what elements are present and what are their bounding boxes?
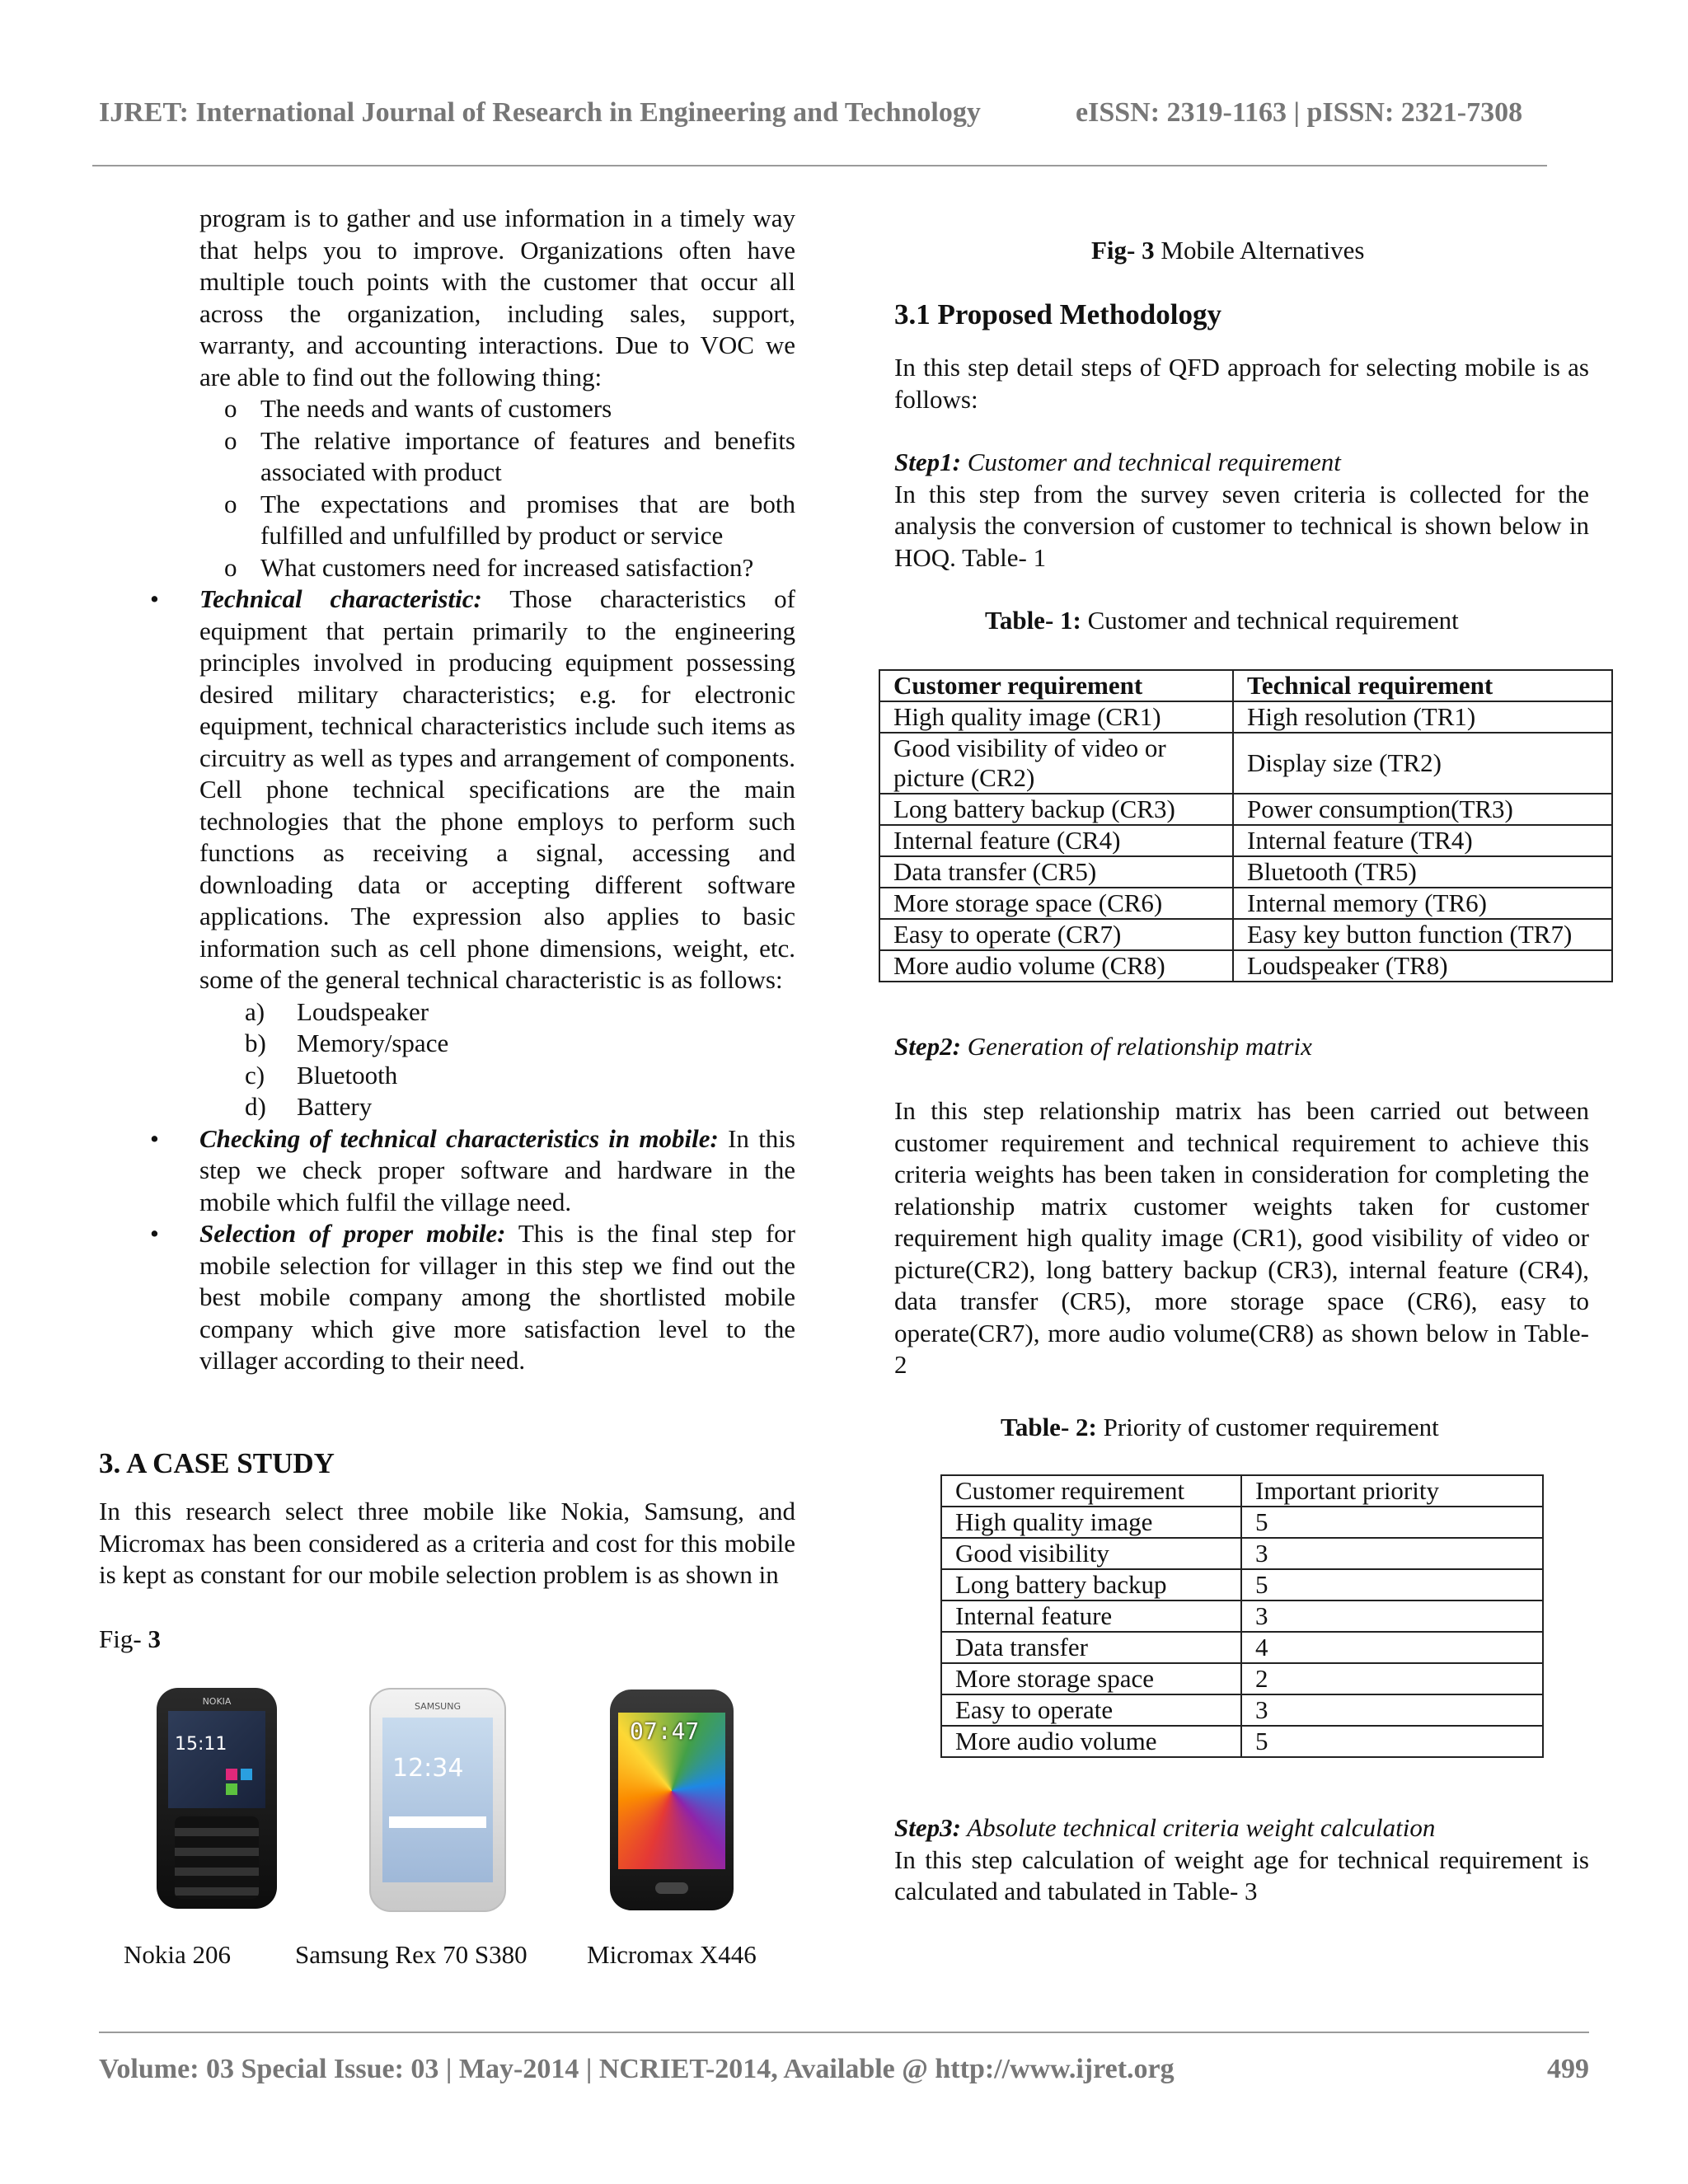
step3-paragraph: In this step calculation of weight age for technical requirement is calculated and tabulated in Table- 3 [894,1844,1589,1905]
table-row: Easy to operate (CR7) Easy key button function (TR7) [879,919,1612,950]
phone-caption: Micromax X446 [587,1940,757,1969]
bullet-term: Selection of proper mobile: [199,1219,506,1248]
bullet-text: In this step we check proper software and hardware in the mobile which fulfil the village need. [199,1123,795,1216]
voc-list [99,393,795,583]
screen-clock: 15:11 [175,1734,227,1755]
table-row: More audio volume (CR8) Loudspeaker (TR8) [879,950,1612,982]
phone-caption: Samsung Rex 70 S380 [295,1940,528,1969]
table-row: More storage space (CR6) Internal memory (TR6) [879,888,1612,919]
brand-logo: NOKIA [202,1696,232,1707]
table-row: High quality image (CR1) High resolution (TR1) [879,701,1612,733]
bullet-term: Technical characteristic: [199,584,482,613]
bullet-text: Those characteristics of equipment that pertain primarily to the engineering principles involved in producing equipment possessing desired military characteristics; e.g. for electronic equipment, technical characteristics include such items as circuitry as well as types and arrangement of components. Cell phone technical specifications are the main technologies that the phone employs to perform such functions as receiving a signal, accessing and downloading data or accepting different software applications. The expression also applies to basic information such as cell phone dimensions, weight, etc. some of the general technical characteristic is as follows: [199,584,795,994]
list-item: o The needs and wants of customers [99,393,795,425]
case-study-heading: 3. A CASE STUDY [99,1447,335,1479]
table-row: Data transfer (CR5) Bluetooth (TR5) [879,856,1612,888]
list-item: d) Battery [245,1092,373,1121]
bullet-checking [99,1123,795,1219]
keypad [175,1816,259,1899]
samsung-rex-70-image [369,1688,506,1912]
step1: Step1: Customer and technical requirement In this step from the survey seven criteria is collected for the analysis the conversion of customer to technical is shown below in HOQ. Table- 1 [894,447,1589,574]
volume-info: Volume: 03 Special Issue: 03 | May-2014 | NCRIET-2014, Available @ http://www.ijret.org [99,2054,1175,2084]
bullet-list [99,583,795,996]
table-row: Data transfer 4 [941,1632,1543,1663]
table-header-row: Customer requirement Technical requirement [879,670,1612,701]
case-study-paragraph: In this research select three mobile like Nokia, Samsung, and Micromax has been considered as a criteria and cost for this mobile is kept as constant for our mobile selection problem is as shown in [99,1497,795,1589]
table-row: Good visibility of video or picture (CR2) Display size (TR2) [879,733,1612,794]
table1-caption: Table- 1: Customer and technical requirement [985,606,1459,635]
list-item: c) Bluetooth [245,1060,398,1090]
nokia-206-image [157,1688,277,1909]
table-row: Good visibility 3 [941,1538,1543,1569]
bullet-text: This is the final step for mobile selection for villager in this step we find out the best mobile company among the shortlisted mobile company which give more satisfaction level to the villager according to their need. [199,1219,795,1375]
characteristic-list [99,996,795,1123]
issn: eISSN: 2319-1163 | pISSN: 2321-7308 [1076,97,1523,128]
running-header [99,97,1541,129]
bullet-list [99,1123,795,1377]
bullet-icon: • [150,584,159,613]
methodology-paragraph: In this step detail steps of QFD approach for selecting mobile is as follows: [894,353,1589,414]
phone-screen [618,1713,725,1869]
figure-caption: Fig- 3 Mobile Alternatives [1091,236,1365,265]
step1-paragraph: In this step from the survey seven criteria is collected for the analysis the conversion of customer to technical is shown below in HOQ. Table- 1 [894,479,1589,572]
table-customer-technical [879,669,1613,982]
running-footer [99,2054,1589,2085]
micromax-x446-image [610,1690,734,1910]
phone-screen [168,1711,265,1808]
section-heading: 3.1 Proposed Methodology [894,298,1221,330]
bullet-icon: • [150,1123,159,1153]
list-item: a) Loudspeaker [245,996,429,1026]
page-number: 499 [1547,2054,1589,2084]
home-button [655,1882,688,1894]
table-row: Internal feature 3 [941,1601,1543,1632]
step3: Step3: Absolute technical criteria weight calculation In this step calculation of weight age for technical requirement is calculated and tabulated in Table- 3 [894,1812,1589,1908]
table-row: High quality image 5 [941,1507,1543,1538]
phone-screen [382,1718,493,1882]
brand-logo: SAMSUNG [415,1701,461,1712]
intro-paragraph: program is to gather and use information in a timely way that helps you to improve. Organizations often have multiple touch points with the customer that occur all across the organization, including sales, support, warranty, and accounting interactions. Due to VOC we are able to find out the following thing: [199,204,795,391]
table-customer-priority [940,1474,1544,1758]
list-item: b) Memory/space [245,1029,449,1057]
step2-title: Step2: Generation of relationship matrix [894,1032,1312,1061]
phone-caption: Nokia 206 [124,1940,232,1969]
screen-clock: 07:47 [630,1718,700,1745]
table-row: Long battery backup (CR3) Power consumption(TR3) [879,794,1612,825]
bullet-term: Checking of technical characteristics in mobile: [199,1123,719,1153]
list-item: o The relative importance of features and benefits associated with product [99,425,795,489]
fig-reference: Fig- 3 [99,1624,161,1653]
list-item: o What customers need for increased satisfaction? [99,552,795,584]
table-row: Long battery backup 5 [941,1569,1543,1601]
header-rule [92,165,1547,166]
bullet-icon: • [150,1219,159,1248]
table-row: Internal feature (CR4) Internal feature (TR4) [879,825,1612,856]
screen-clock: 12:34 [392,1754,464,1783]
table-row: More audio volume 5 [941,1726,1543,1757]
list-item: o The expectations and promises that are both fulfilled and unfulfilled by product or service [99,489,795,552]
table-row: Easy to operate 3 [941,1694,1543,1726]
table2-caption: Table- 2: Priority of customer requirement [1001,1413,1439,1441]
table-header-row: Customer requirement Important priority [941,1475,1543,1507]
bullet-selection [99,1218,795,1377]
left-column [99,203,795,1377]
bullet-technical-characteristic [99,583,795,996]
table-row: More storage space 2 [941,1663,1543,1694]
journal-name: IJRET: International Journal of Research in Engineering and Technology [99,97,981,128]
footer-rule [99,2032,1589,2033]
step2-paragraph: In this step relationship matrix has been carried out between customer requirement and technical requirement to achieve this criteria weights has been taken in consideration for completing the relationship matrix customer weights taken for customer requirement high quality image (CR1), good visibility of video or picture(CR2), long battery backup (CR3), internal feature (CR4), data transfer (CR5), more storage space (CR6), easy to operate(CR7), more audio volume(CR8) as shown below in Table- 2 [894,1096,1589,1379]
